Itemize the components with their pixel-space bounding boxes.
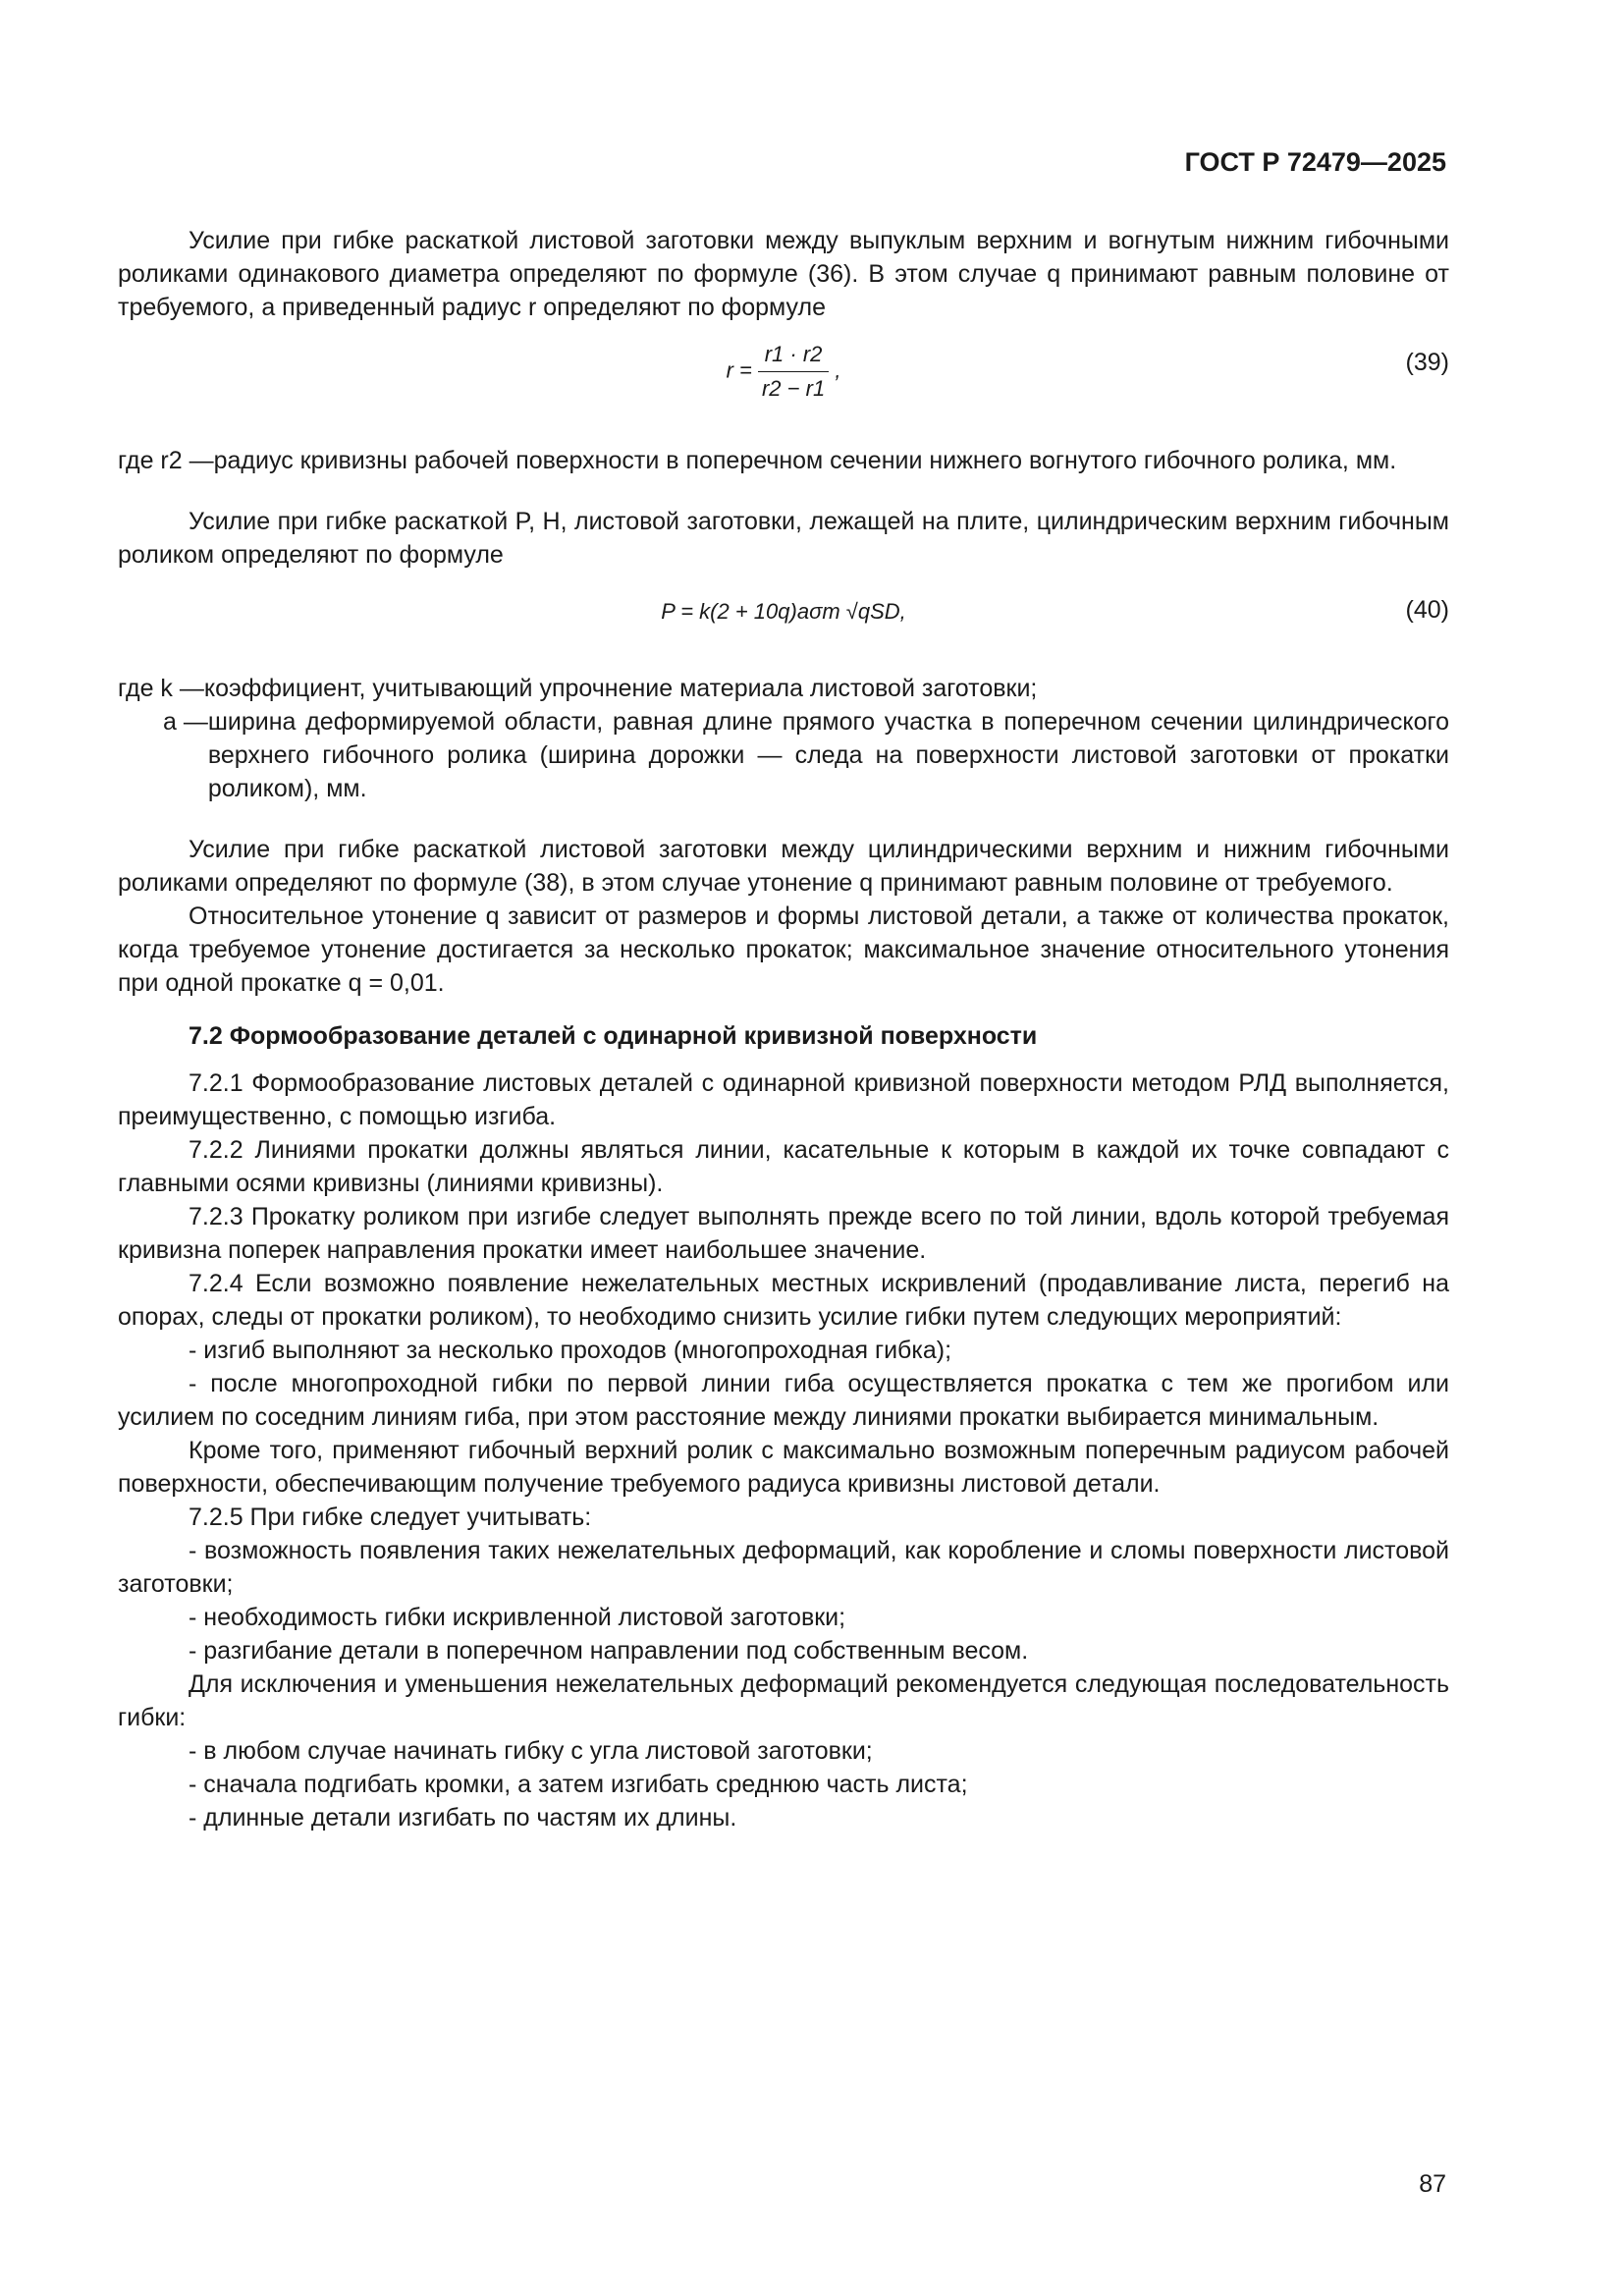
where-description: радиус кривизны рабочей поверхности в поперечном сечении нижнего вогнутого гибочного ролика, мм. <box>213 447 1397 474</box>
paragraph-2: Усилие при гибке раскаткой P, Н, листовой заготовки, лежащей на плите, цилиндрическим верхним гибочным роликом определяют по формуле <box>118 508 1449 569</box>
list-item: 7.2.5 При гибке следует учитывать: <box>189 1503 592 1531</box>
where-row <box>118 444 1449 477</box>
equation-39 <box>118 338 1449 426</box>
where-description: коэффициент, учитывающий упрочнение материала листовой заготовки; <box>203 675 1038 702</box>
where-term: где r2 — <box>118 447 214 474</box>
equation-39-tail: , <box>835 357 841 383</box>
equation-39-fraction <box>758 338 829 406</box>
where-row <box>118 705 1449 805</box>
page-number: 87 <box>1419 2170 1446 2198</box>
paragraph-4: Относительное утонение q зависит от размеров и формы листовой детали, а также от количества прокаток, когда требуемое утонение достигается за несколько прокаток; максимальное значение относительного утонения при одной прокатке q = 0,01. <box>118 902 1449 997</box>
where-term: где k — <box>118 675 204 702</box>
list-item: - необходимость гибки искривленной листовой заготовки; <box>189 1604 846 1631</box>
paragraph-3: Усилие при гибке раскаткой листовой заготовки между цилиндрическими верхним и нижним гибочными роликами определяют по формуле (38), в этом случае утонение q принимают равным половине от требуемого. <box>118 836 1449 897</box>
list-item: - после многопроходной гибки по первой линии гиба осуществляется прокатка с тем же прогибом или усилием по соседним линиям гиба, при этом расстояние между линиями прокатки выбирается минимальным. <box>118 1370 1449 1431</box>
section-heading: 7.2 Формообразование деталей с одинарной кривизной поверхности <box>189 1022 1038 1050</box>
equation-40-formula: P = k(2 + 10q)aσт √qSD, <box>661 599 906 624</box>
where-block-1 <box>118 444 1449 477</box>
paragraph-1: Усилие при гибке раскаткой листовой заготовки между выпуклым верхним и вогнутым нижним гибочными роликами одинакового диаметра определяют по формуле (36). В этом случае q принимают равным половине от требуемого, а приведенный радиус r определяют по формуле <box>118 227 1449 321</box>
equation-39-numerator: r1 · r2 <box>758 338 829 372</box>
list-item: 7.2.1 Формообразование листовых деталей с одинарной кривизной поверхности методом РЛД выполняется, преимущественно, с помощью изгиба. <box>118 1069 1449 1130</box>
where-block-2 <box>118 672 1449 805</box>
equation-39-denominator: r2 − r1 <box>761 376 826 401</box>
where-term: a — <box>163 708 208 736</box>
list-item: - разгибание детали в поперечном направлении под собственным весом. <box>189 1637 1029 1665</box>
list-item: 7.2.4 Если возможно появление нежелательных местных искривлений (продавливание листа, перегиб на опорах, следы от прокатки роликом), то необходимо снизить усилие гибки путем следующих мероприятий: <box>118 1270 1449 1331</box>
list-item: - изгиб выполняют за несколько проходов (многопроходная гибка); <box>189 1337 952 1364</box>
equation-40 <box>118 585 1449 654</box>
where-description: ширина деформируемой области, равная длине прямого участка в поперечном сечении цилиндрического верхнего гибочного ролика (ширина дорожки — следа на поверхности листовой заготовки от прокатки роликом), мм. <box>207 708 1449 802</box>
list-item: 7.2.2 Линиями прокатки должны являться линии, касательные к которым в каждой их точке совпадают с главными осями кривизны (линиями кривизны). <box>118 1136 1449 1197</box>
equation-40-number: (40) <box>1405 596 1449 624</box>
list-item: - возможность появления таких нежелательных деформаций, как коробление и сломы поверхности листовой заготовки; <box>118 1537 1449 1598</box>
list-item: Для исключения и уменьшения нежелательных деформаций рекомендуется следующая последовательность гибки: <box>118 1670 1449 1731</box>
list-item: - сначала подгибать кромки, а затем изгибать среднюю часть листа; <box>189 1771 968 1798</box>
page-content <box>118 224 1449 1834</box>
list-item: - длинные детали изгибать по частям их длины. <box>189 1804 737 1831</box>
where-row <box>118 672 1449 705</box>
equation-39-formula <box>118 338 1449 406</box>
equation-39-lhs: r = <box>726 357 752 383</box>
list-item: 7.2.3 Прокатку роликом при изгибе следует выполнять прежде всего по той линии, вдоль которой требуемая кривизна поперек направления прокатки имеет наибольшее значение. <box>118 1203 1449 1264</box>
equation-39-number: (39) <box>1405 349 1449 376</box>
document-id-header: ГОСТ Р 72479—2025 <box>1184 147 1446 177</box>
list-item: Кроме того, применяют гибочный верхний ролик с максимально возможным поперечным радиусом рабочей поверхности, обеспечивающим получение требуемого радиуса кривизны листовой детали. <box>118 1437 1449 1498</box>
list-item: - в любом случае начинать гибку с угла листовой заготовки; <box>189 1737 873 1765</box>
